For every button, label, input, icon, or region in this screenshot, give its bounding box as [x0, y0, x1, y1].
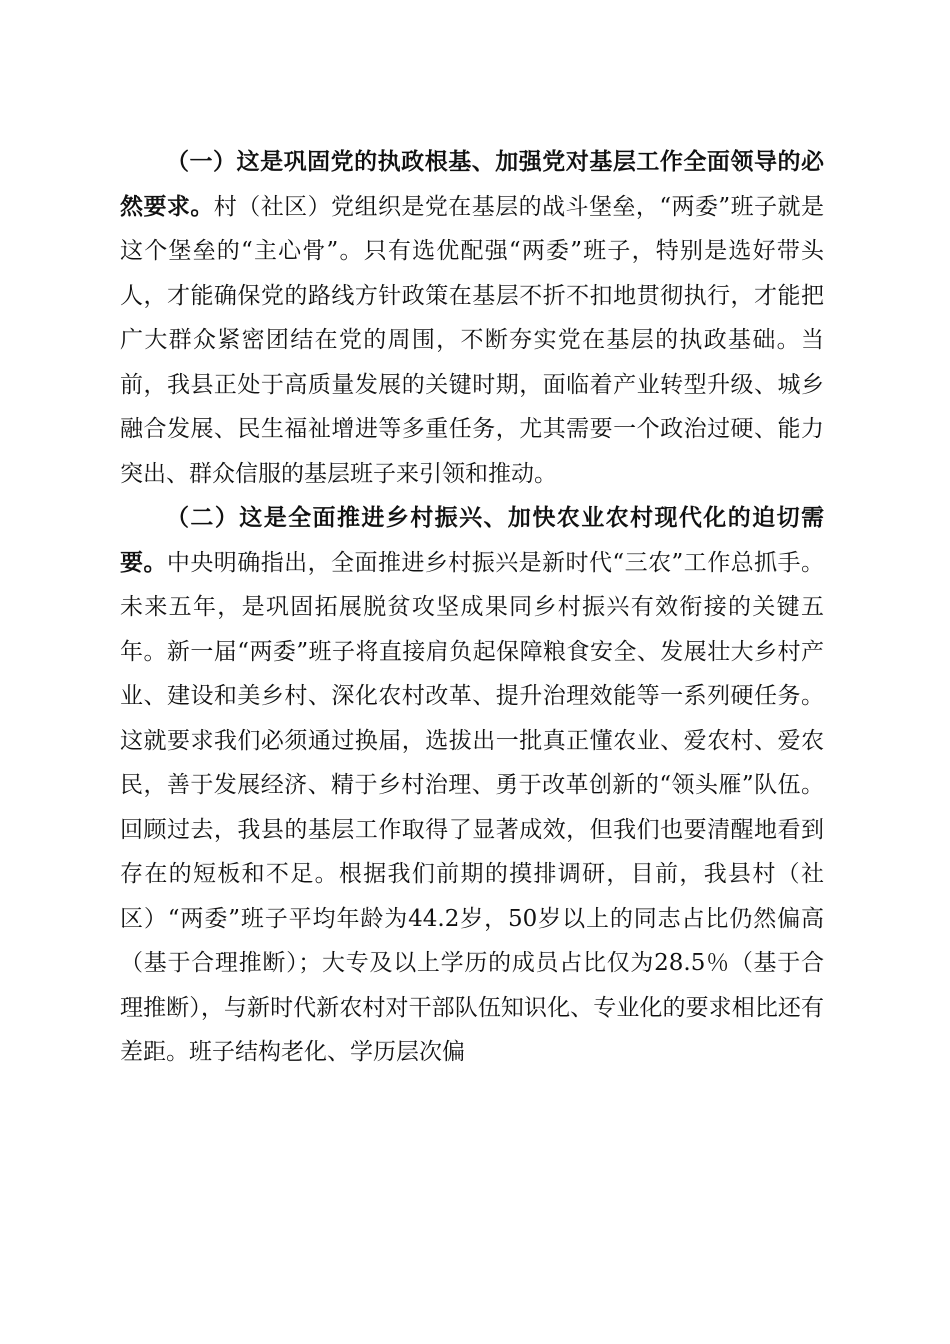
paragraph-2-text: 中央明确指出，全面推进乡村振兴是新时代“三农”工作总抓手。未来五年，是巩固拓展脱贫攻坚成果同乡村振兴有效衔接的关键五年。新一届“两委”班子将直接肩负起保障粮食安全、发展壮大乡村产业、建设和美乡村、深化农村改革、提升治理效能等一系列硬任务。这就要求我们必须通过换届，选拔出一批真正懂农业、爱农村、爱农民，善于发展经济、精于乡村治理、勇于改革创新的“领头雁”队伍。回顾过去，我县的基层工作取得了显著成效，但我们也要清醒地看到存在的短板和不足。根据我们前期的摸排调研，目前，我县村（社区）“两委”班子平均年龄为44.2岁，50岁以上的同志占比仍然偏高（基于合理推断）；大专及以上学历的成员占比仅为28.5％（基于合理推断），与新时代新农村对干部队伍知识化、专业化的要求相比还有差距。班子结构老化、学历层次偏 — [120, 549, 824, 1065]
paragraph-1 — [120, 140, 824, 496]
paragraph-1-heading: （一）这是巩固党的执政根基、加强党对基层工作全面领导的必然要求。 — [120, 148, 824, 220]
paragraph-2 — [120, 496, 824, 1075]
paragraph-1-text: 村（社区）党组织是党在基层的战斗堡垒，“两委”班子就是这个堡垒的“主心骨”。只有选优配强“两委”班子，特别是选好带头人，才能确保党的路线方针政策在基层不折不扣地贯彻执行，才能把广大群众紧密团结在党的周围，不断夯实党在基层的执政基础。当前，我县正处于高质量发展的关键时期，面临着产业转型升级、城乡融合发展、民生福祉增进等多重任务，尤其需要一个政治过硬、能力突出、群众信服的基层班子来引领和推动。 — [120, 193, 824, 487]
paragraph-2-heading: （二）这是全面推进乡村振兴、加快农业农村现代化的迫切需要。 — [120, 504, 824, 576]
document-body — [120, 140, 824, 1075]
